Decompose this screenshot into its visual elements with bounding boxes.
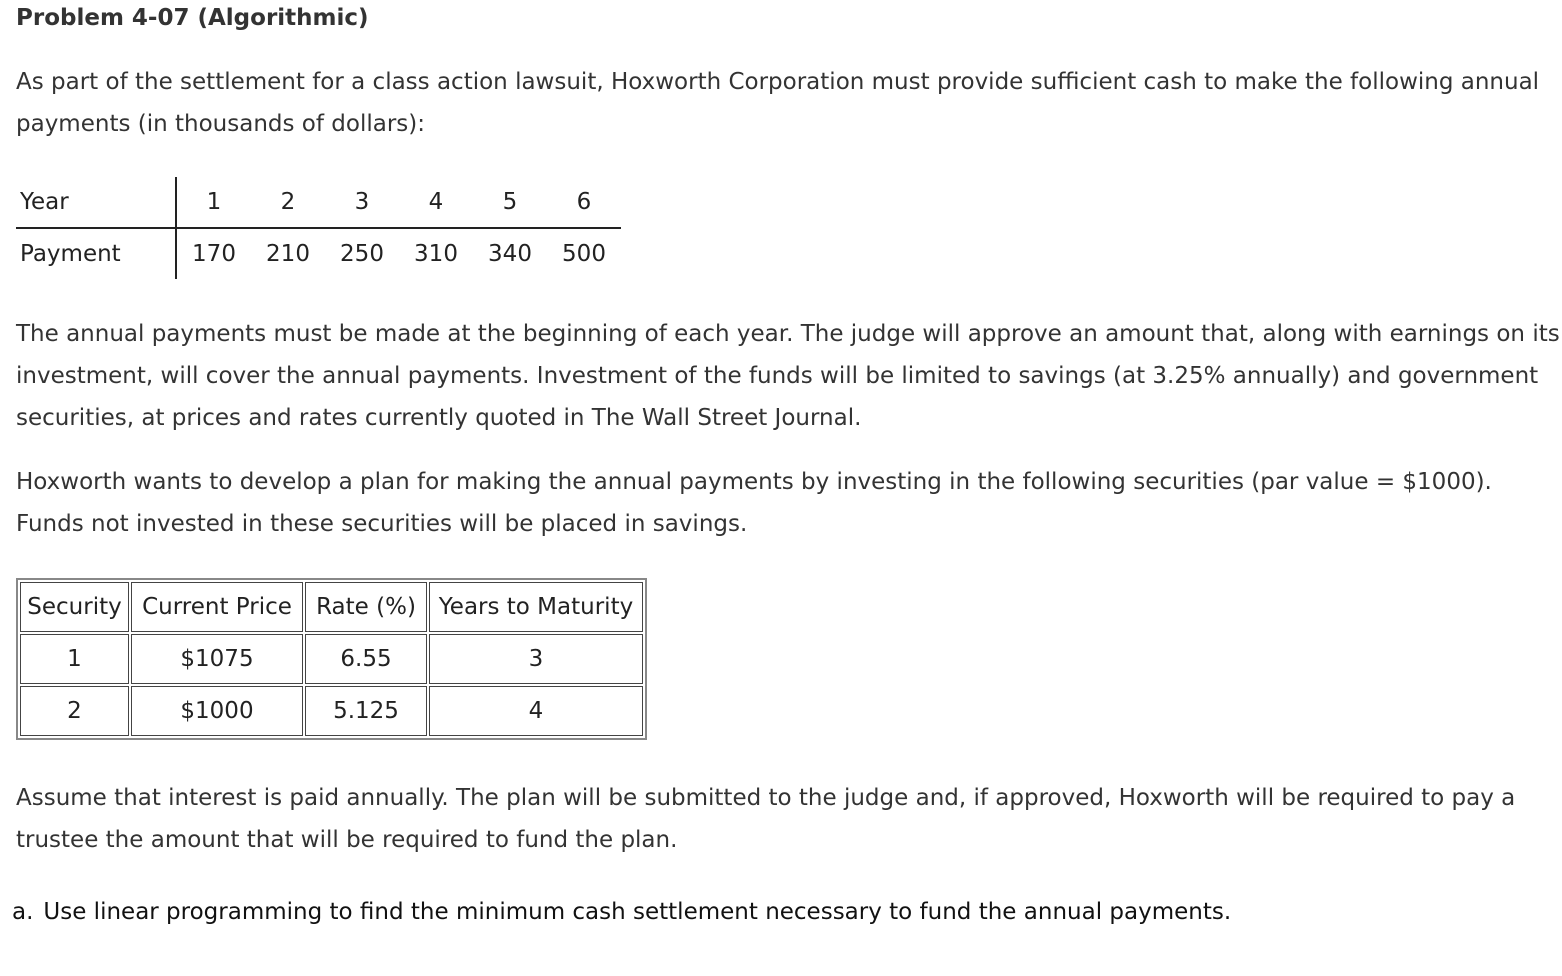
- header-years-to-maturity: Years to Maturity: [429, 582, 643, 632]
- payment-cell: 310: [414, 241, 458, 267]
- problem-title: Problem 4-07 (Algorithmic): [16, 5, 369, 31]
- year-label: Year: [16, 177, 176, 228]
- payment-cell: 500: [562, 241, 606, 267]
- securities-paragraph: Hoxworth wants to develop a plan for making the annual payments by investing in the following securities (par value = $1000). Funds not invested in these securities will be placed in savings.: [16, 469, 1492, 537]
- payment-label: Payment: [16, 228, 176, 279]
- price-cell: $1075: [131, 634, 303, 684]
- securities-header-row: [20, 582, 643, 632]
- payment-cell: 250: [340, 241, 384, 267]
- intro-paragraph: As part of the settlement for a class action lawsuit, Hoxworth Corporation must provide sufficient cash to make the following annual payments (in thousands of dollars):: [16, 69, 1540, 137]
- year-cell: 1: [176, 177, 251, 228]
- header-security: Security: [20, 582, 129, 632]
- price-cell: $1000: [131, 686, 303, 736]
- payment-cell: 340: [488, 241, 532, 267]
- year-row: [16, 177, 621, 228]
- year-cell: 2: [251, 177, 325, 228]
- maturity-cell: 3: [429, 634, 643, 684]
- year-cell: 4: [399, 177, 473, 228]
- question-label: a.: [12, 899, 34, 925]
- question-a: [12, 892, 1231, 932]
- rate-cell: 6.55: [305, 634, 427, 684]
- question-text: Use linear programming to find the minimum cash settlement necessary to fund the annual payments.: [43, 899, 1232, 925]
- payment-row: [16, 228, 621, 279]
- year-cell: 5: [473, 177, 547, 228]
- security-cell: 2: [20, 686, 129, 736]
- table-row: [20, 634, 643, 684]
- table-row: [20, 686, 643, 736]
- securities-table: [16, 578, 647, 740]
- header-rate: Rate (%): [305, 582, 427, 632]
- timing-paragraph: The annual payments must be made at the beginning of each year. The judge will approve an amount that, along with earnings on its investment, will cover the annual payments. Investment of the funds will be limited to savings (at 3.25% annually) and government securities, at prices and rates currently quoted in The Wall Street Journal.: [16, 321, 1560, 431]
- payment-schedule-table: [16, 177, 621, 279]
- security-cell: 1: [20, 634, 129, 684]
- assumption-paragraph: Assume that interest is paid annually. The plan will be submitted to the judge and, if approved, Hoxworth will be required to pay a trustee the amount that will be required to fund the plan.: [16, 785, 1516, 853]
- rate-cell: 5.125: [305, 686, 427, 736]
- year-cell: 3: [325, 177, 399, 228]
- payment-cell: 170: [192, 241, 236, 267]
- maturity-cell: 4: [429, 686, 643, 736]
- payment-cell: 210: [266, 241, 310, 267]
- year-cell: 6: [547, 177, 621, 228]
- header-current-price: Current Price: [131, 582, 303, 632]
